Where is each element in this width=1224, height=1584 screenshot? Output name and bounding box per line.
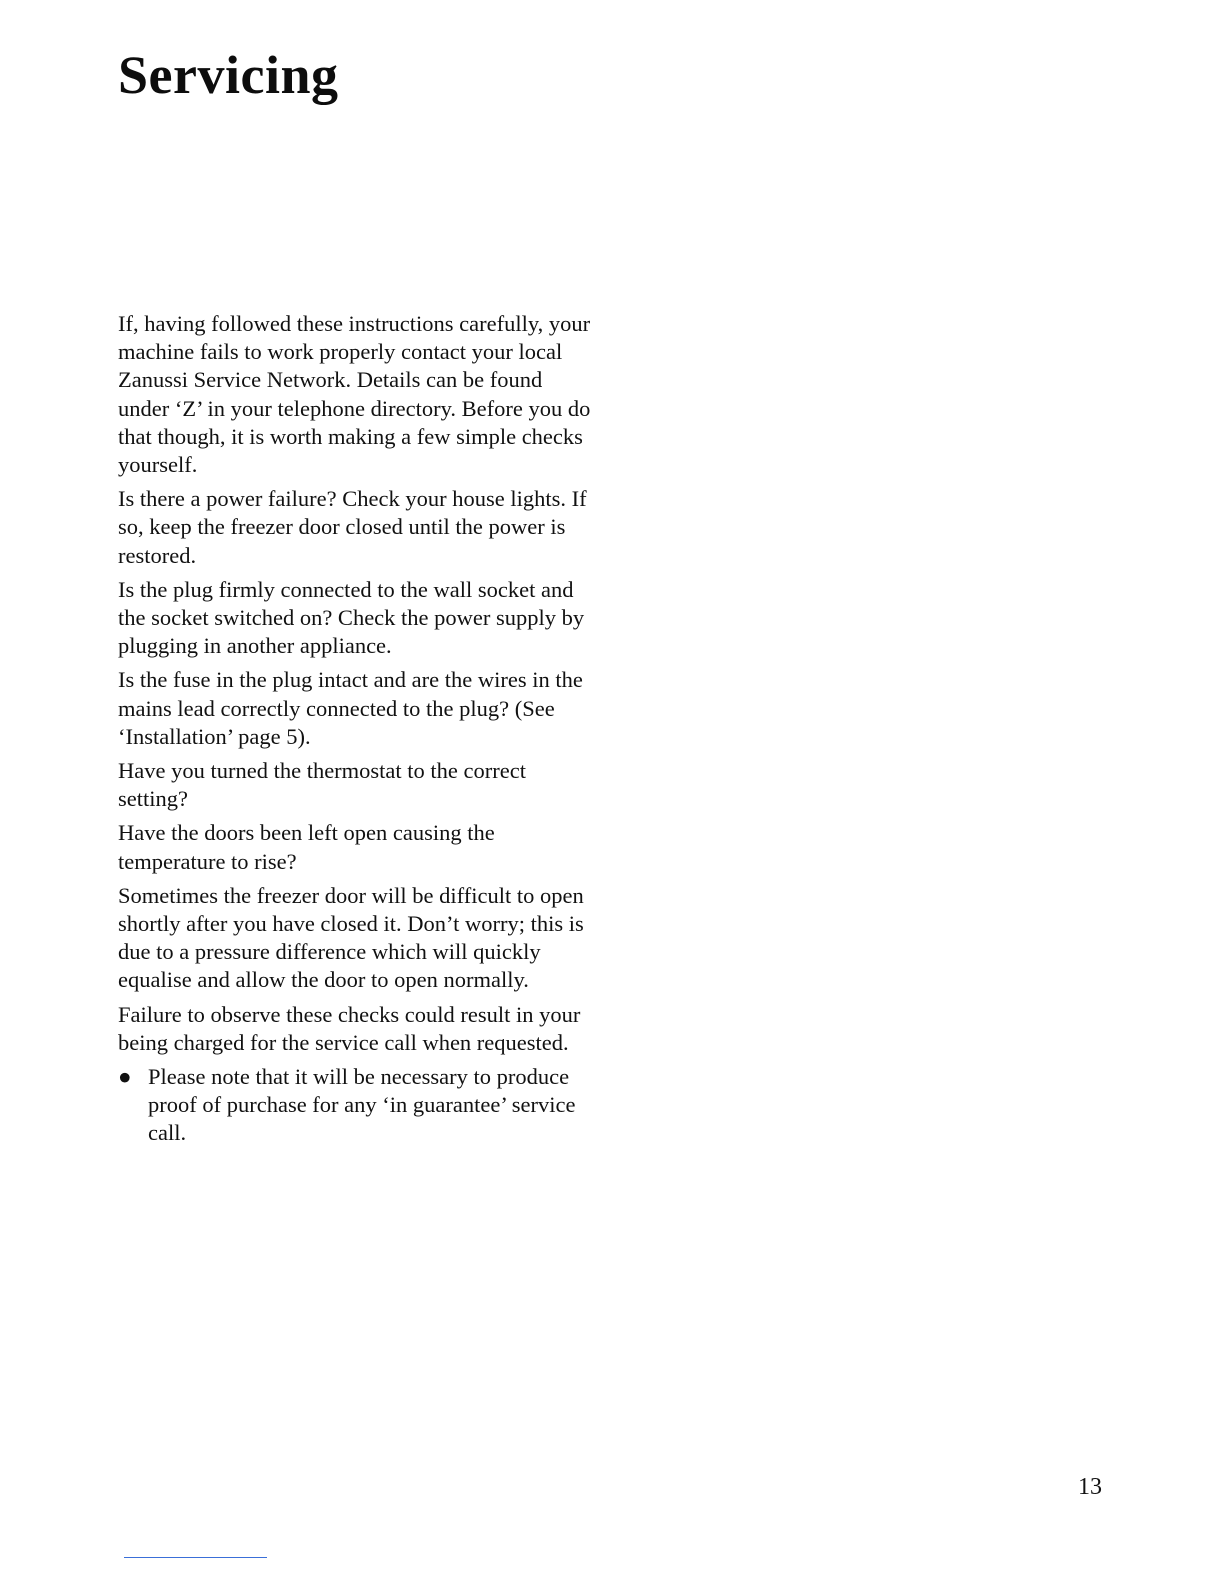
paragraph-plug-check: Is the plug firmly connected to the wall socket and the socket switched on? Check the power supply by plugging in another appliance. xyxy=(118,576,585,659)
body-text xyxy=(118,310,598,1148)
page-number: 13 xyxy=(1078,1474,1102,1500)
bullet-note xyxy=(118,1063,598,1148)
paragraph-fuse-check: Is the fuse in the plug intact and are the wires in the mains lead correctly connected to the plug? (See ‘Installation’ page 5). xyxy=(118,667,583,749)
footer-rule xyxy=(124,1557,267,1558)
paragraph-thermostat: Have you turned the thermostat to the correct setting? xyxy=(118,758,526,812)
bullet-icon: ● xyxy=(118,1064,132,1090)
paragraph-power-failure: Is there a power failure? Check your house lights. If so, keep the freezer door closed until the power is restored. xyxy=(118,486,587,568)
paragraph-door-pressure: Sometimes the freezer door will be difficult to open shortly after you have closed it. Don’t worry; this is due to a pressure difference which will quickly equalise and allow the door to open normally. xyxy=(118,882,584,993)
bullet-note-text: Please note that it will be necessary to produce proof of purchase for any ‘in guarantee’ service call. xyxy=(148,1064,576,1146)
paragraph-doors: Have the doors been left open causing the temperature to rise? xyxy=(118,820,495,874)
paragraph-charges: Failure to observe these checks could result in your being charged for the service call when requested. xyxy=(118,1001,581,1055)
paragraph-intro: If, having followed these instructions carefully, your machine fails to work properly contact your local Zanussi Service Network. Details can be found under ‘Z’ in your telephone directory. Before you do that though, it is worth making a few simple checks yourself. xyxy=(118,311,591,478)
page-title: Servicing xyxy=(118,45,339,105)
